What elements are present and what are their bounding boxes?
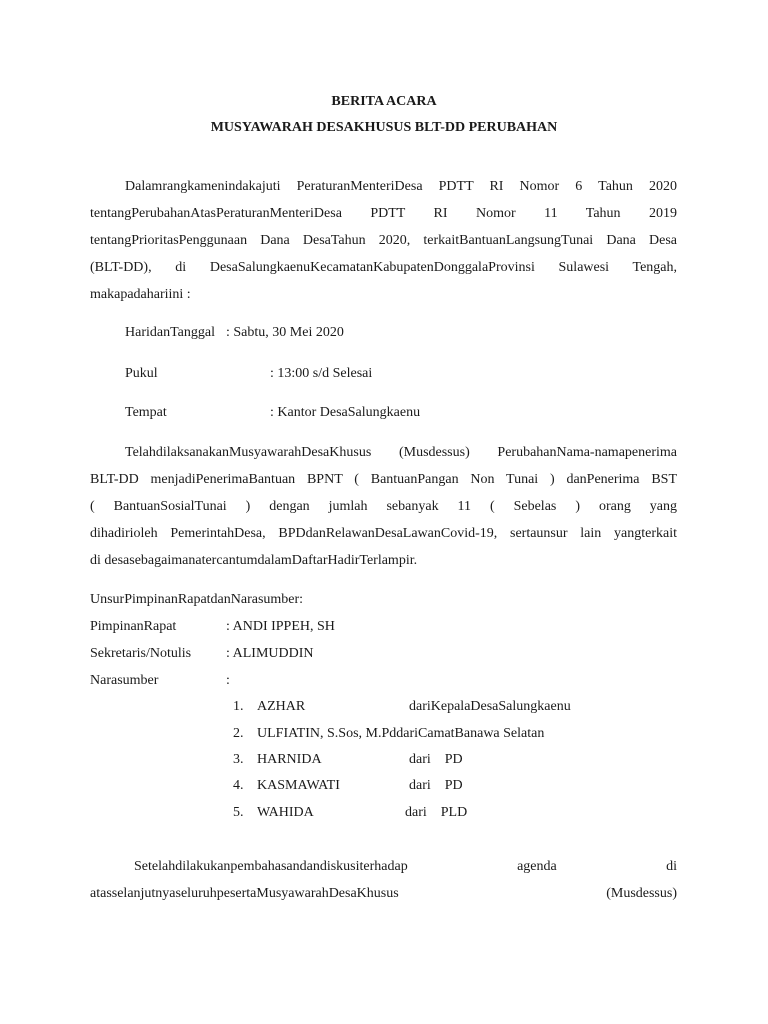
- speaker-number: 1.: [233, 699, 244, 714]
- secretary-label: Sekretaris/Notulis: [90, 646, 192, 661]
- speaker-number: 4.: [233, 778, 244, 793]
- closing-line: atasselanjutnyaseluruhpesertaMusyawarahDesaKhusus (Musdessus): [90, 886, 677, 901]
- date-value: : Sabtu, 30 Mei 2020: [226, 325, 344, 340]
- body-line: BLT-DD menjadiPenerimaBantuan BPNT ( BantuanPangan Non Tunai ) danPenerima BST: [90, 472, 677, 487]
- closing-paragraph: [90, 853, 677, 907]
- chair-label: PimpinanRapat: [90, 619, 177, 634]
- speaker-origin: dari PD: [409, 778, 463, 793]
- speaker-name: KASMAWATI: [257, 778, 340, 793]
- body-line: ( BantuanSosialTunai ) dengan jumlah sebanyak 11 ( Sebelas ) orang yang: [90, 499, 677, 514]
- speaker-name: ULFIATIN, S.Sos, M.PddariCamatBanawa Selatan: [257, 726, 545, 741]
- speaker-number: 3.: [233, 752, 244, 767]
- speaker-origin: dari PLD: [405, 805, 468, 820]
- speaker-name: WAHIDA: [257, 805, 314, 820]
- intro-line: makapadahariini :: [90, 287, 191, 302]
- body-line: TelahdilaksanakanMusyawarahDesaKhusus (Musdessus) PerubahanNama-namapenerima: [125, 445, 677, 460]
- body-paragraph: [90, 439, 677, 574]
- intro-line: tentangPrioritasPenggunaan Dana DesaTahun 2020, terkaitBantuanLangsungTunai Dana Desa: [90, 233, 677, 248]
- document-title: BERITA ACARA: [331, 94, 437, 109]
- place-value: : Kantor DesaSalungkaenu: [270, 405, 421, 420]
- intro-line: tentangPerubahanAtasPeraturanMenteriDesa PDTT RI Nomor 11 Tahun 2019: [90, 206, 677, 221]
- speaker-origin: dariKepalaDesaSalungkaenu: [409, 699, 571, 714]
- document-subtitle: MUSYAWARAH DESAKHUSUS BLT-DD PERUBAHAN: [210, 120, 558, 135]
- speaker-number: 2.: [233, 726, 244, 741]
- body-line: di desasebagaimanatercantumdalamDaftarHadirTerlampir.: [90, 553, 418, 568]
- leaders-heading: UnsurPimpinanRapatdanNarasumber:: [90, 592, 304, 607]
- intro-paragraph: [90, 173, 677, 308]
- body-line: dihadirioleh PemerintahDesa, BPDdanRelawanDesaLawanCovid-19, sertaunsur lain yangterkait: [90, 526, 677, 541]
- chair-value: : ANDI IPPEH, SH: [226, 619, 335, 634]
- intro-line: (BLT-DD), di DesaSalungkaenuKecamatanKabupatenDonggalaProvinsi Sulawesi Tengah,: [90, 260, 677, 275]
- speakers-label: Narasumber: [90, 673, 159, 688]
- intro-line: Dalamrangkamenindakajuti PeraturanMenteriDesa PDTT RI Nomor 6 Tahun 2020: [125, 179, 677, 194]
- speaker-origin: dari PD: [409, 752, 463, 767]
- time-value: : 13:00 s/d Selesai: [270, 366, 373, 381]
- time-label: Pukul: [125, 366, 158, 381]
- secretary-value: : ALIMUDDIN: [226, 646, 314, 661]
- date-label: HaridanTanggal: [125, 325, 215, 340]
- closing-line: Setelahdilakukanpembahasandandiskusiterhadap agenda di: [134, 859, 677, 874]
- place-label: Tempat: [125, 405, 167, 420]
- speakers-colon: :: [226, 673, 230, 688]
- speaker-name: HARNIDA: [257, 752, 322, 767]
- speaker-number: 5.: [233, 805, 244, 820]
- speaker-name: AZHAR: [257, 699, 306, 714]
